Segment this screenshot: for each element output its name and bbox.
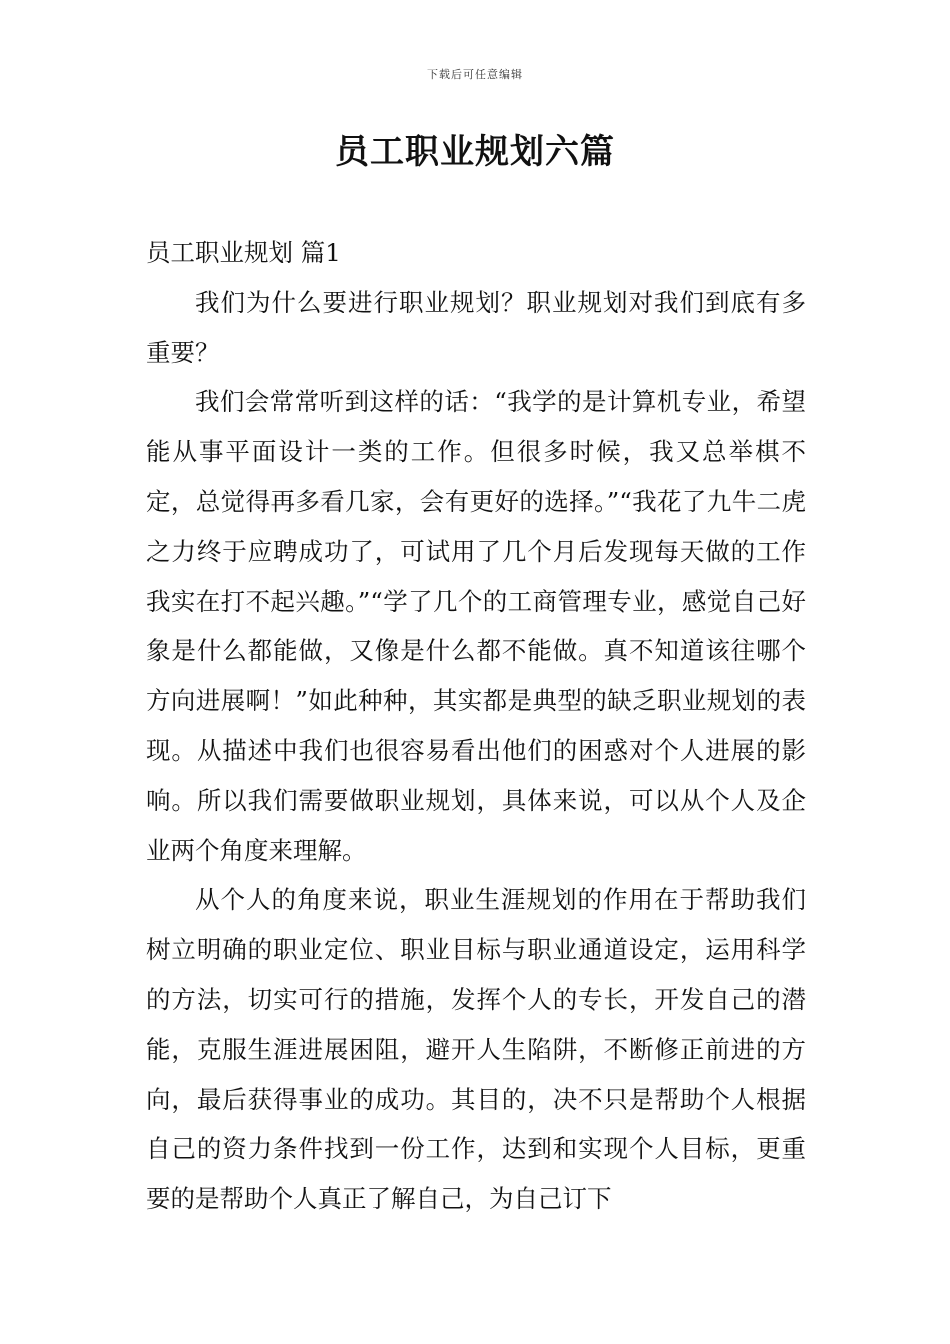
paragraph-3: 从个人的角度来说，职业生涯规划的作用在于帮助我们树立明确的职业定位、职业目标与职业通道设定，运用科学的方法，切实可行的措施，发挥个人的专长，开发自己的潜能，克服生涯进展困阻，避开人生陷阱，不断修正前进的方向，最后获得事业的成功。其目的，决不只是帮助个人根据自己的资力条件找到一份工作，达到和实现个人目标，更重要的是帮助个人真正了解自己，为自己订下 (146, 885, 806, 1214)
header-note: 下载后可任意编辑 (427, 68, 523, 81)
document-body (146, 228, 806, 1224)
document-title: 员工职业规划六篇 (335, 132, 615, 172)
section-heading: 员工职业规划 篇1 (146, 238, 341, 267)
paragraph-1: 我们为什么要进行职业规划？职业规划对我们到底有多重要？ (146, 287, 806, 367)
paragraph-2: 我们会常常听到这样的话：“我学的是计算机专业，希望能从事平面设计一类的工作。但很多时候，我又总举棋不定，总觉得再多看几家，会有更好的选择。”“我花了九牛二虎之力终于应聘成功了，可试用了几个月后发现每天做的工作我实在打不起兴趣。”“学了几个的工商管理专业，感觉自己好象是什么都能做，又像是什么都不能做。真不知道该往哪个方向进展啊！”如此种种，其实都是典型的缺乏职业规划的表现。从描述中我们也很容易看出他们的困惑对个人进展的影响。所以我们需要做职业规划，具体来说，可以从个人及企业两个角度来理解。 (146, 387, 806, 865)
